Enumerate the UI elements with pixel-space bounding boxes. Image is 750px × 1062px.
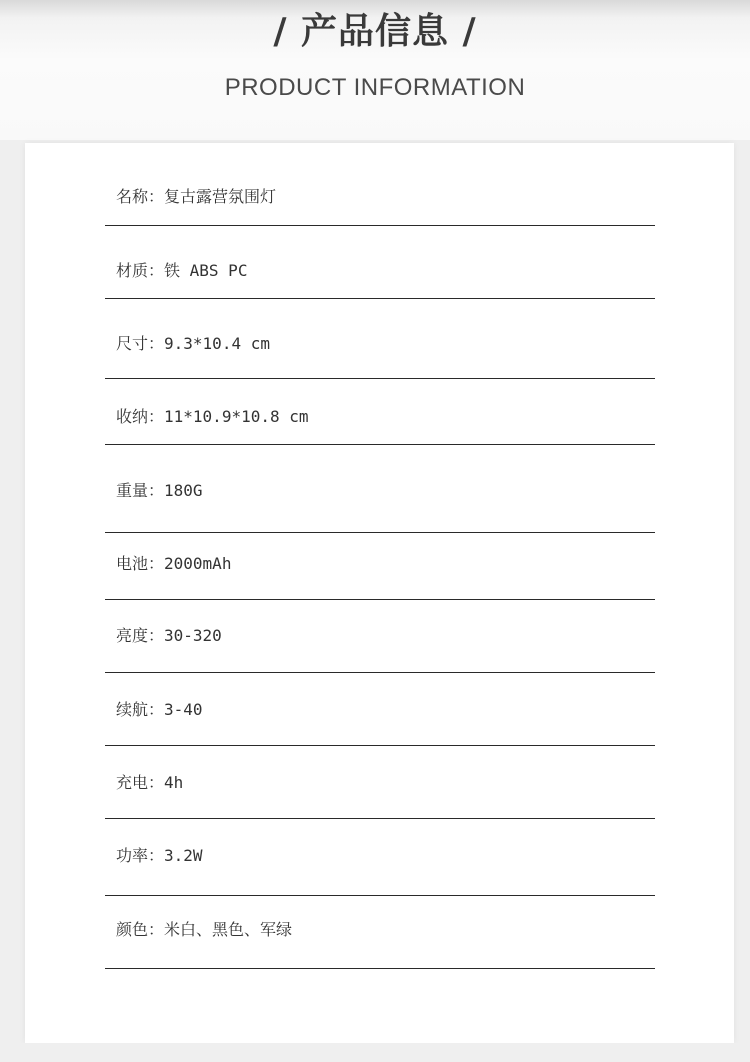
spec-label: 名称： xyxy=(116,187,165,206)
spec-label: 充电： xyxy=(116,773,165,792)
spec-text xyxy=(116,920,292,940)
spec-label: 电池： xyxy=(116,554,165,573)
spec-row-charging xyxy=(105,746,655,819)
spec-text xyxy=(116,261,247,281)
spec-row-battery xyxy=(105,533,655,600)
spec-row-color xyxy=(105,896,655,969)
spec-label: 颜色： xyxy=(116,920,165,939)
spec-text xyxy=(116,334,270,354)
spec-text xyxy=(116,407,309,427)
spec-text xyxy=(116,187,276,207)
spec-value: 复古露营氛围灯 xyxy=(164,187,277,206)
spec-label: 亮度： xyxy=(116,626,165,645)
spec-text xyxy=(116,700,203,720)
spec-label: 材质： xyxy=(116,261,165,280)
spec-value: 米白、黑色、军绿 xyxy=(164,920,293,939)
spec-row-endurance xyxy=(105,673,655,746)
spec-row-power xyxy=(105,819,655,896)
spec-text xyxy=(116,846,203,866)
spec-value: 2000mAh xyxy=(164,554,232,573)
spec-value: 3-40 xyxy=(164,700,203,719)
page-title: / 产品信息 / xyxy=(273,11,477,52)
spec-row-size xyxy=(105,299,655,379)
spec-value: 9.3*10.4 cm xyxy=(164,334,270,353)
spec-row-name xyxy=(105,143,655,226)
spec-text xyxy=(116,554,231,574)
spec-row-brightness xyxy=(105,600,655,673)
spec-value: 180G xyxy=(164,481,203,500)
spec-text xyxy=(116,626,222,646)
spec-value: 30-320 xyxy=(164,626,222,645)
spec-value: 4h xyxy=(164,773,184,792)
spec-value: 11*10.9*10.8 cm xyxy=(164,407,309,426)
spec-card xyxy=(25,143,734,1043)
spec-label: 续航： xyxy=(116,700,165,719)
spec-label: 收纳： xyxy=(116,407,165,426)
spec-row-storage xyxy=(105,379,655,445)
spec-row-weight xyxy=(105,445,655,533)
page-subtitle: PRODUCT INFORMATION xyxy=(224,74,526,101)
spec-label: 尺寸： xyxy=(116,334,165,353)
spec-label: 重量： xyxy=(116,481,165,500)
page-bottom-margin xyxy=(0,1043,750,1062)
spec-value: 3.2W xyxy=(164,846,203,865)
spec-row-material xyxy=(105,226,655,299)
spec-text xyxy=(116,773,183,793)
spec-text xyxy=(116,481,203,501)
spec-value: 铁 ABS PC xyxy=(164,261,248,280)
spec-label: 功率： xyxy=(116,846,165,865)
